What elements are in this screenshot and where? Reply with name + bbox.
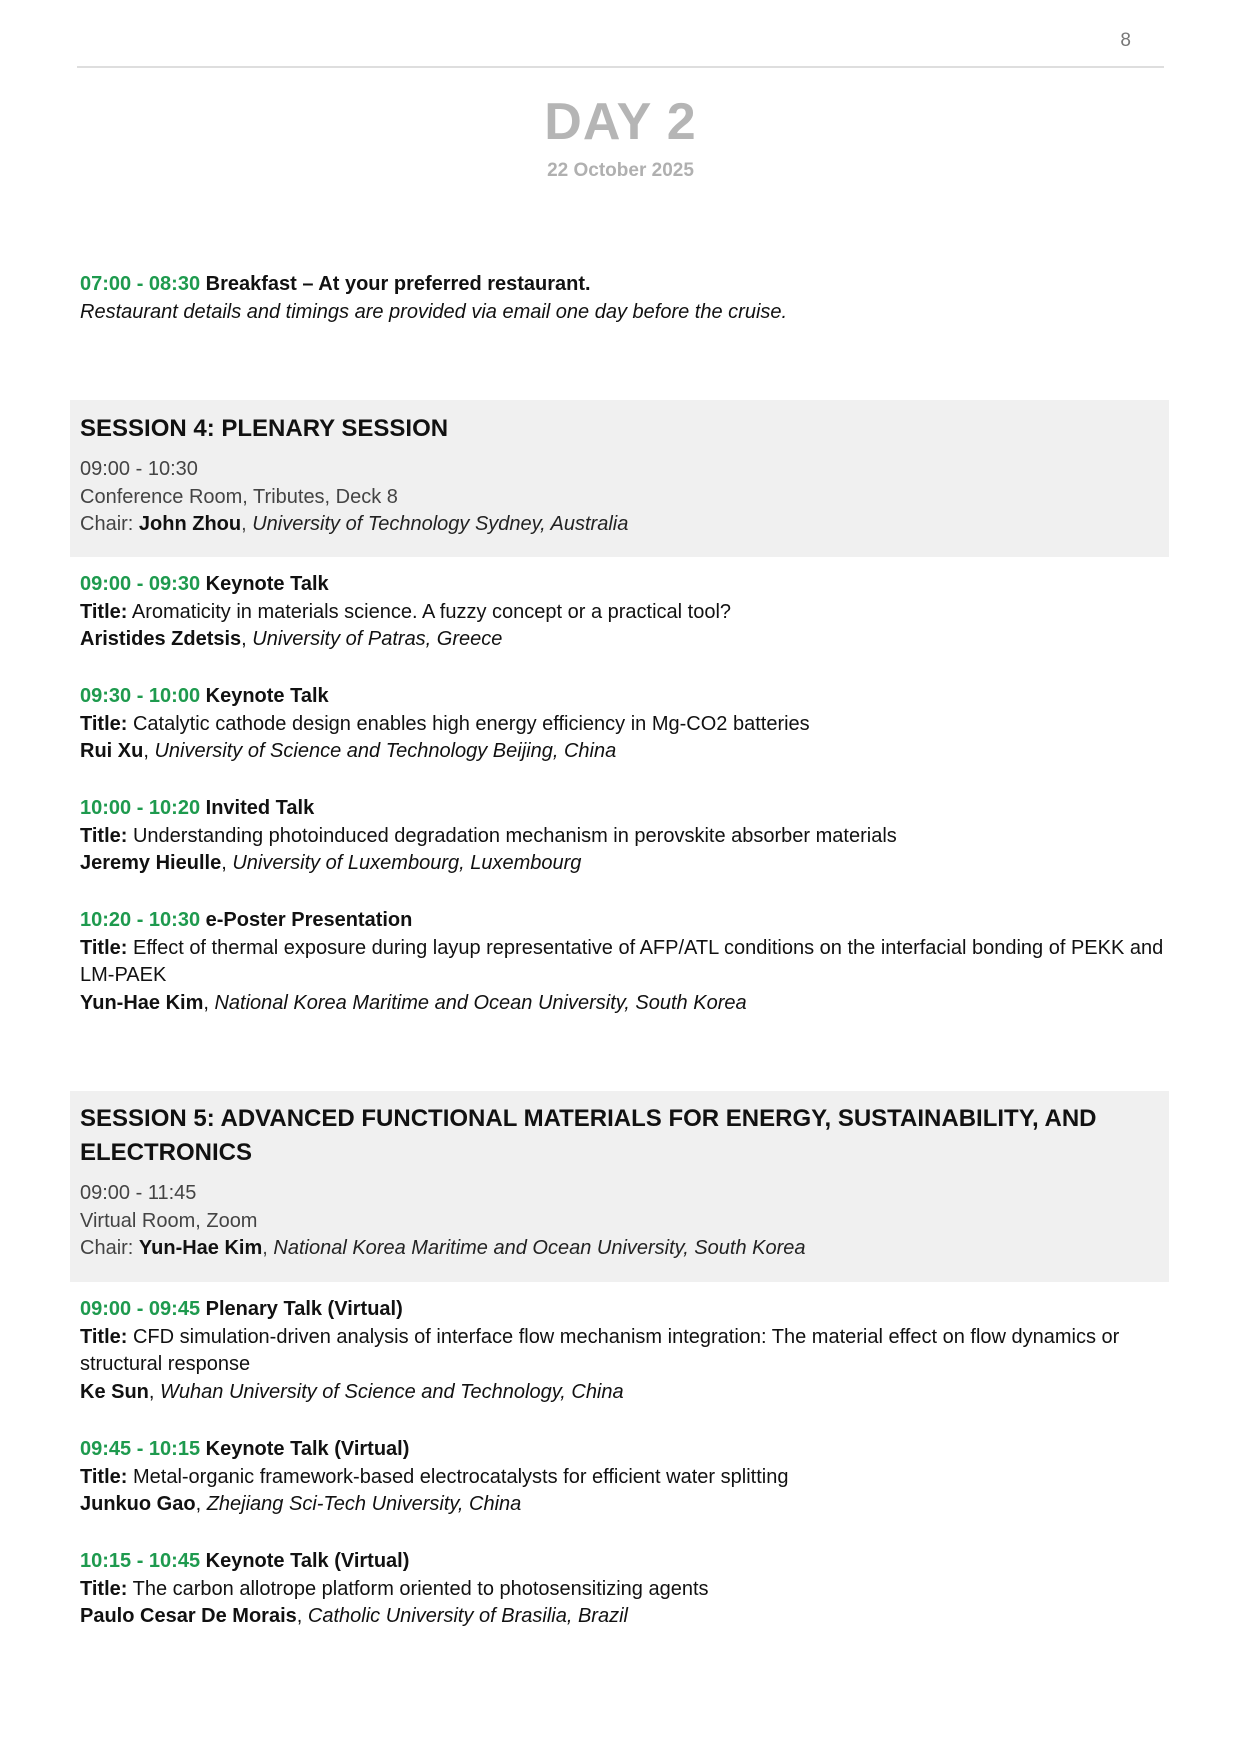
session-4-talk-1: 09:00 - 09:30 Keynote Talk Title: Aromaticity in materials science. A fuzzy concept or a practical tool? Aristides Zdetsis, University of Patras, Greece: [80, 573, 732, 650]
session-4-location: Conference Room, Tributes, Deck 8: [80, 485, 398, 508]
talk-title-label: Title:: [80, 1325, 128, 1348]
talk-time: 09:45 - 10:15: [80, 1438, 201, 1460]
chair-label: Chair:: [80, 1237, 139, 1259]
talk-title-label: Title:: [80, 712, 128, 735]
talk-speaker: Yun-Hae Kim: [80, 991, 204, 1014]
session-5-time: 09:00 - 11:45: [80, 1182, 197, 1204]
talk-title-label: Title:: [80, 824, 128, 847]
chair-name: Yun-Hae Kim: [138, 1237, 263, 1259]
breakfast-time: 07:00 - 08:30: [80, 273, 201, 295]
session-5-meta: [80, 1180, 1159, 1263]
session-4-title: SESSION 4: PLENARY SESSION: [80, 415, 449, 442]
page-number: 8: [1120, 30, 1131, 51]
talk-speaker: Aristides Zdetsis: [80, 628, 242, 650]
talk-type: Invited Talk: [205, 797, 315, 819]
day-title: DAY 2: [544, 93, 697, 151]
talk-speaker: Ke Sun: [80, 1380, 149, 1403]
session-4-meta: [80, 456, 1159, 539]
talk-speaker: Paulo Cesar De Morais: [80, 1605, 297, 1627]
talk-title: Catalytic cathode design enables high energy efficiency in Mg-CO2 batteries: [132, 712, 810, 735]
talk-time: 09:00 - 09:30: [80, 573, 201, 595]
breakfast-note: Restaurant details and timings are provided via email one day before the cruise.: [80, 300, 788, 323]
talk-affiliation: University of Luxembourg, Luxembourg: [232, 852, 582, 874]
talk-speaker: Junkuo Gao: [80, 1493, 196, 1515]
session-5-talk-3: 10:15 - 10:45 Keynote Talk (Virtual) Title: The carbon allotrope platform oriented to photosensitizing agents Paulo Cesar De Morais, Catholic University of Brasilia, Brazil: [80, 1550, 709, 1627]
talk-title-label: Title:: [80, 1577, 128, 1600]
talk-time: 10:00 - 10:20: [80, 797, 201, 819]
session-5-talk-1: 09:00 - 09:45 Plenary Talk (Virtual) Title: CFD simulation-driven analysis of interface flow mechanism integration: The material effect on flow dynamics or structural response Ke Sun, Wuhan University of Science and Technology, China: [80, 1298, 1120, 1403]
breakfast-item: [80, 271, 1160, 326]
session-5-location: Virtual Room, Zoom: [80, 1209, 258, 1232]
talk-title: The carbon allotrope platform oriented to photosensitizing agents: [132, 1577, 709, 1600]
talk-title-label: Title:: [80, 936, 128, 959]
session-4-header: [70, 400, 1169, 557]
talk-type: e-Poster Presentation: [205, 909, 413, 931]
talk-affiliation: Zhejiang Sci-Tech University, China: [206, 1493, 522, 1515]
talk-time: 10:15 - 10:45: [80, 1550, 201, 1572]
talk-title-label: Title:: [80, 1465, 128, 1488]
talk-title: CFD simulation-driven analysis of interface flow mechanism integration: The material effect on flow dynamics or structural response: [80, 1325, 1120, 1375]
talk-speaker: Jeremy Hieulle: [80, 852, 222, 874]
talk-title: Aromaticity in materials science. A fuzzy concept or a practical tool?: [131, 600, 732, 623]
session-5-header: [70, 1091, 1169, 1282]
chair-affiliation: University of Technology Sydney, Australia: [252, 513, 629, 535]
session-5-chair: Chair: Yun-Hae Kim, National Korea Maritime and Ocean University, South Korea: [80, 1237, 806, 1259]
session-4-talk-4: 10:20 - 10:30 e-Poster Presentation Title: Effect of thermal exposure during layup representative of AFP/ATL conditions on the interfacial bonding of PEKK and LM-PAEK Yun-Hae Kim, National Korea Maritime and Ocean University, South Korea: [80, 909, 1164, 1014]
talk-title-label: Title:: [80, 600, 128, 623]
talk-speaker: Rui Xu: [80, 740, 144, 762]
talk-time: 09:00 - 09:45: [80, 1298, 201, 1320]
session-4-chair: Chair: John Zhou, University of Technology Sydney, Australia: [80, 513, 629, 535]
talk-type: Keynote Talk: [205, 685, 329, 707]
chair-affiliation: National Korea Maritime and Ocean University, South Korea: [273, 1237, 806, 1259]
chair-label: Chair:: [80, 513, 139, 535]
talk-affiliation: National Korea Maritime and Ocean University, South Korea: [214, 991, 747, 1014]
talk-affiliation: University of Patras, Greece: [252, 628, 503, 650]
talk-time: 09:30 - 10:00: [80, 685, 201, 707]
talk-title: Understanding photoinduced degradation mechanism in perovskite absorber materials: [132, 824, 897, 847]
breakfast-title: Breakfast – At your preferred restaurant.: [205, 273, 591, 295]
talk-title: Metal-organic framework-based electrocatalysts for efficient water splitting: [132, 1465, 789, 1488]
talk-affiliation: Wuhan University of Science and Technology, China: [160, 1380, 624, 1403]
talk-title: Effect of thermal exposure during layup representative of AFP/ATL conditions on the interfacial bonding of PEKK and LM-PAEK: [80, 936, 1164, 986]
header-divider: [77, 66, 1164, 68]
talk-time: 10:20 - 10:30: [80, 909, 201, 931]
talk-affiliation: University of Science and Technology Beijing, China: [154, 740, 617, 762]
talk-type: Keynote Talk: [205, 573, 329, 595]
talk-type: Plenary Talk (Virtual): [205, 1298, 403, 1320]
talk-type: Keynote Talk (Virtual): [205, 1438, 410, 1460]
talk-type: Keynote Talk (Virtual): [205, 1550, 410, 1572]
session-4-talk-3: 10:00 - 10:20 Invited Talk Title: Understanding photoinduced degradation mechanism in perovskite absorber materials Jeremy Hieulle, University of Luxembourg, Luxembourg: [80, 797, 897, 874]
day-date: 22 October 2025: [547, 160, 694, 181]
session-5-title: SESSION 5: ADVANCED FUNCTIONAL MATERIALS FOR ENERGY, SUSTAINABILITY, AND ELECTRONICS: [80, 1105, 1097, 1166]
talk-affiliation: Catholic University of Brasilia, Brazil: [307, 1605, 628, 1627]
session-4-time: 09:00 - 10:30: [80, 458, 198, 480]
breakfast-header: [80, 271, 1160, 299]
session-5-talk-2: 09:45 - 10:15 Keynote Talk (Virtual) Title: Metal-organic framework-based electrocatalysts for efficient water splitting Junkuo Gao, Zhejiang Sci-Tech University, China: [80, 1438, 789, 1515]
chair-name: John Zhou: [138, 513, 242, 535]
session-4-talk-2: 09:30 - 10:00 Keynote Talk Title: Catalytic cathode design enables high energy efficiency in Mg-CO2 batteries Rui Xu, University of Science and Technology Beijing, China: [80, 685, 810, 762]
